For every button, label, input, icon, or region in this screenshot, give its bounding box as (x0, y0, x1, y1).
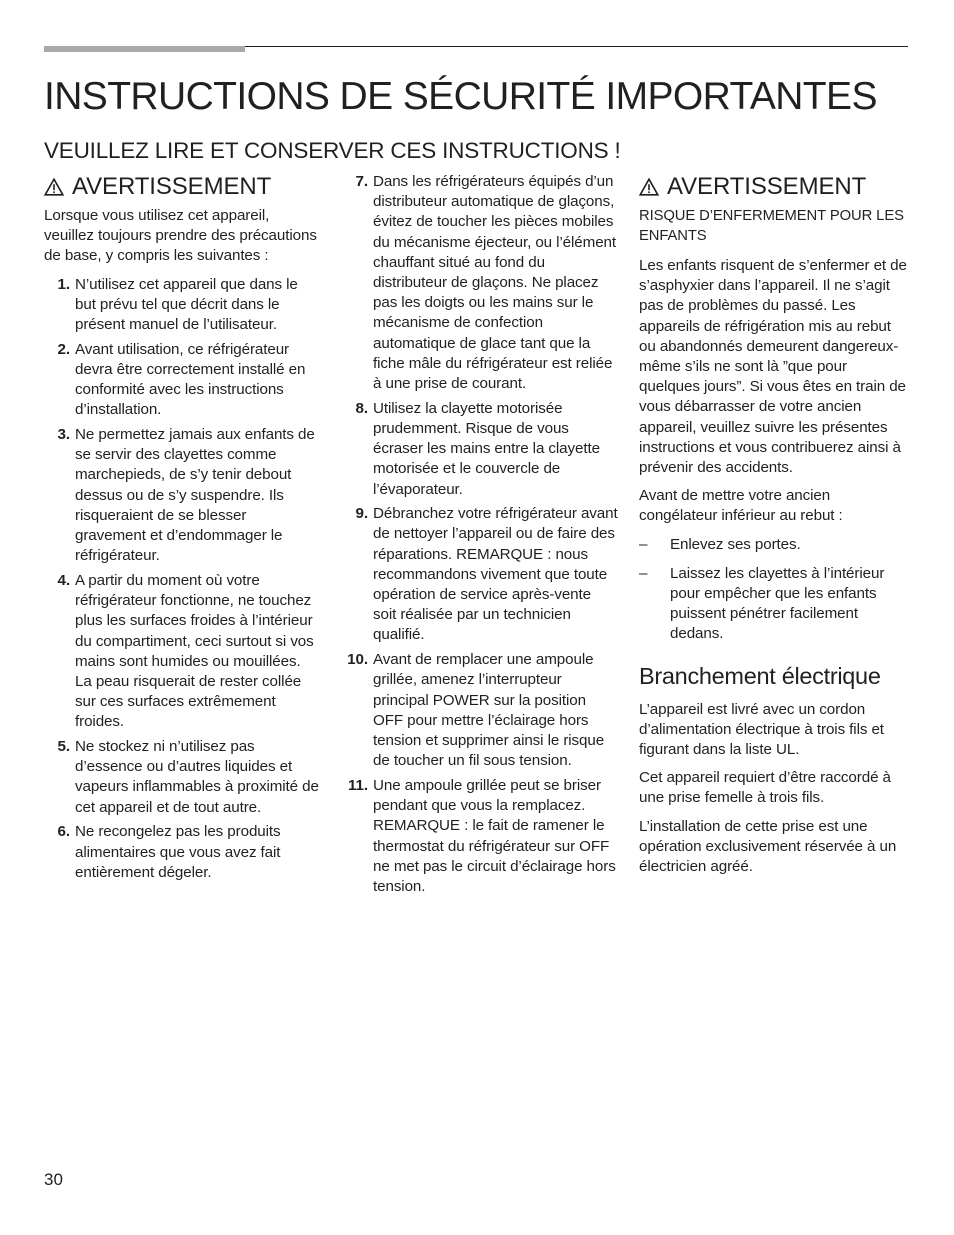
warning-triangle-icon (44, 178, 64, 196)
list-item (44, 340, 320, 421)
disposal-list (639, 535, 911, 645)
electrical-paragraph: L’appareil est livré avec un cordon d’alimentation électrique à trois fils et figurant dans la liste UL. (639, 700, 884, 759)
dash-mark: – (639, 535, 648, 553)
safety-list-continued (342, 172, 618, 897)
list-item (342, 504, 618, 645)
left-column (44, 172, 320, 888)
item-text: Avant de remplacer une ampoule grillée, amenez l’interrupteur principal POWER sur la position OFF pour mettre l’éclairage hors tension et supprimer ainsi le risque de toucher un fil sous tension. (373, 651, 605, 770)
item-text: Une ampoule grillée peut se briser pendant que vous la remplacez. REMARQUE : le fait de ramener le thermostat du réfrigérateur sur OFF ne met pas le circuit d’éclairage hors tension. (373, 776, 616, 895)
risk-heading: RISQUE D’ENFERMEMENT POUR LES ENFANTS (639, 208, 904, 244)
item-number: 2. (57, 340, 70, 358)
page-subtitle: VEUILLEZ LIRE ET CONSERVER CES INSTRUCTIONS ! (44, 138, 621, 163)
list-item (639, 564, 911, 645)
item-number: 3. (57, 426, 70, 444)
header-accent-bar (44, 46, 245, 52)
item-text: Ne recongelez pas les produits alimentaires que vous avez fait entièrement dégeler. (75, 823, 281, 881)
item-number: 6. (57, 823, 70, 841)
section-title: Branchement électrique (639, 662, 881, 689)
item-text: N’utilisez cet appareil que dans le but prévu tel que décrit dans le présent manuel de l’utilisateur. (75, 275, 298, 334)
item-number: 4. (57, 571, 70, 589)
warning-heading-label: AVERTISSEMENT (667, 173, 867, 200)
item-text: Ne stockez ni n’utilisez pas d’essence ou d’autres liquides et vapeurs inflammables à proximité de cet appareil et de tout autre. (75, 738, 319, 816)
intro-paragraph: Lorsque vous utilisez cet appareil, veuillez toujours prendre des précautions de base, y compris les suivantes : (44, 207, 317, 265)
list-item (44, 822, 320, 883)
list-item (342, 776, 618, 897)
item-text: Dans les réfrigérateurs équipés d’un distributeur automatique de glaçons, évitez de toucher les pièces mobiles du mécanisme éjecteur, ou l’élément chauffant situé au fond du distributeur de glaçons. Ne placez pas les doigts ou les mains sur le mécanisme de confection automatique de glace tant que la fiche mâle du réfrigérateur est reliée à une prise de courant. (373, 173, 617, 393)
right-column (639, 172, 911, 885)
item-text: A partir du moment où votre réfrigérateur fonctionne, ne touchez plus les surfaces froides à l’intérieur du compartiment, ceci surtout si vos mains sont humides ou mouillées. La peau risquerait de rester collée sur ces surfaces extrêmement froides. (75, 571, 314, 731)
list-item (342, 172, 618, 394)
item-text: Débranchez votre réfrigérateur avant de nettoyer l’appareil ou de faire des réparations. REMARQUE : nous recommandons vivement que toute opération de service après-vente soit réalisée par un technicien qualifié. (373, 505, 618, 644)
warning-heading (44, 172, 320, 202)
list-item (639, 535, 911, 555)
middle-column (342, 172, 618, 902)
list-item (342, 399, 618, 500)
risk-paragraph: Les enfants risquent de s’enfermer et de s’asphyxier dans l’appareil. Il ne s’agit pas de problèmes du passé. Les appareils de réfrigération mis au rebut ou abandonnés demeurent dangereux-même s’ils ne sont là ”que pour quelques jours”. Si vous êtes en train de vous débarrasser de votre ancien appareil, veuillez suivre les présentes instructions et vous contribuerez ainsi à prévenir des accidents. (639, 257, 907, 477)
list-item (44, 275, 320, 336)
electrical-paragraph: Cet appareil requiert d’être raccordé à une prise femelle à trois fils. (639, 769, 891, 807)
warning-triangle-icon (639, 178, 659, 196)
warning-heading (639, 172, 911, 202)
item-number: 1. (57, 275, 70, 293)
item-number: 5. (57, 738, 70, 756)
page-title: INSTRUCTIONS DE SÉCURITÉ IMPORTANTES (44, 75, 877, 118)
electrical-paragraph: L’installation de cette prise est une opération exclusivement réservée à un électricien agréé. (639, 817, 897, 876)
dash-mark: – (639, 564, 648, 582)
list-item (44, 737, 320, 818)
item-number: 7. (355, 173, 368, 190)
list-item (342, 650, 618, 771)
item-text: Ne permettez jamais aux enfants de se servir des clayettes comme marchepieds, de s’y tenir debout dessus ou de s’y suspendre. Ils risqueraient de se blesser gravement et d’endommager le réfrigérateur. (75, 426, 315, 565)
item-text: Enlevez ses portes. (670, 535, 801, 553)
item-number: 11. (348, 776, 368, 794)
list-item (44, 571, 320, 733)
item-text: Avant utilisation, ce réfrigérateur devra être correctement installé en conformité avec les instructions d’installation. (75, 340, 306, 419)
list-item (44, 425, 320, 566)
item-number: 10. (347, 651, 368, 669)
page-number: 30 (44, 1170, 63, 1189)
disposal-intro: Avant de mettre votre ancien congélateur inférieur au rebut : (639, 487, 843, 525)
item-number: 9. (355, 505, 368, 523)
item-text: Laissez les clayettes à l’intérieur pour empêcher que les enfants puissent pénétrer facilement dedans. (670, 564, 885, 643)
item-number: 8. (355, 399, 368, 417)
item-text: Utilisez la clayette motorisée prudemment. Risque de vous écraser les mains entre la clayette motorisée et le couvercle de l’évaporateur. (373, 399, 600, 498)
safety-list (44, 275, 320, 883)
warning-heading-label: AVERTISSEMENT (72, 173, 272, 200)
